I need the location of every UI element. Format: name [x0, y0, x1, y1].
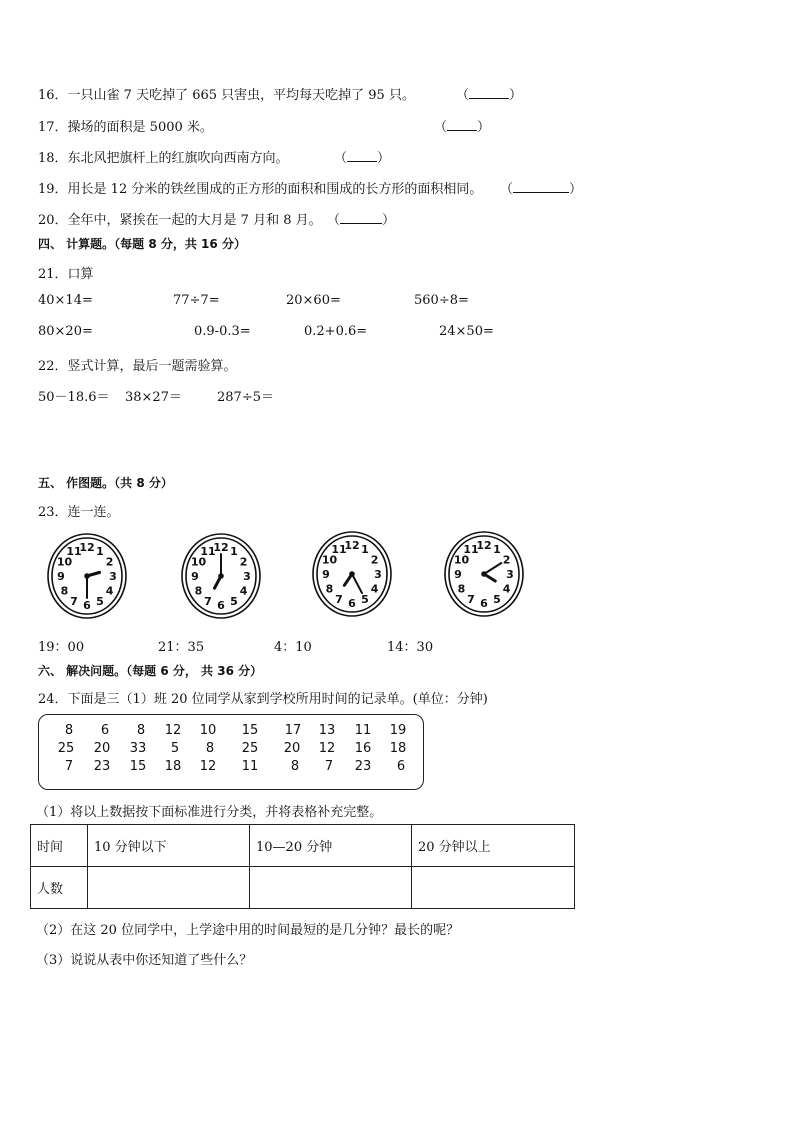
answer-paren-18[interactable]: （ ） — [334, 151, 391, 166]
vertical-calc-item: 50－18.6＝ — [38, 390, 110, 405]
clock-face-1[interactable] — [46, 532, 128, 620]
calc-item: 77÷7= — [173, 293, 220, 308]
calc-item: 80×20= — [38, 324, 93, 339]
clock-numeral: 8 — [194, 584, 203, 598]
clock-numeral: 2 — [370, 553, 379, 567]
clock-numeral: 4 — [239, 584, 248, 598]
time-label[interactable]: 4：10 — [274, 640, 312, 655]
clock-numeral: 8 — [60, 584, 69, 598]
clock-numeral: 6 — [348, 597, 356, 610]
calc-item: 20×60= — [286, 293, 341, 308]
calc-item: 0.2+0.6= — [304, 324, 368, 339]
question-22: 22．竖式计算，最后一题需验算。 — [38, 359, 237, 374]
clock-face-3[interactable] — [311, 530, 393, 618]
clock-numeral: 6 — [480, 597, 488, 610]
record-sheet — [38, 714, 424, 790]
answer-cell[interactable] — [412, 867, 575, 909]
sub-question-1: （1）将以上数据按下面标准进行分类，并将表格补充完整。 — [36, 805, 383, 820]
clock-numeral: 3 — [109, 570, 117, 583]
clock-numeral: 8 — [325, 582, 334, 596]
question-21: 21．口算 — [38, 267, 94, 282]
calc-item: 0.9-0.3= — [194, 324, 251, 339]
clock-numeral: 4 — [370, 582, 379, 596]
clock-face-4[interactable] — [443, 530, 525, 618]
answer-paren-16[interactable]: （ ） — [456, 88, 523, 103]
calc-item: 40×14= — [38, 293, 93, 308]
record-row: 7 23 15 18 12 11 8 7 23 6 — [64, 759, 406, 774]
clock-center-pin — [84, 573, 90, 579]
section-4-heading: 四、 计算题。（每题 8 分，共 16 分） — [38, 237, 246, 251]
clock-numeral: 4 — [502, 582, 511, 596]
question-19: 19．用长是 12 分米的铁丝围成的正方形的面积和围成的长方形的面积相同。 — [38, 182, 483, 197]
answer-cell[interactable] — [250, 867, 412, 909]
question-16: 16．一只山雀 7 天吃掉了 665 只害虫，平均每天吃掉了 95 只。 — [38, 88, 415, 103]
clock-numeral: 9 — [57, 570, 65, 583]
clock-numeral: 11 — [463, 542, 479, 556]
clock-numeral: 9 — [322, 568, 330, 581]
question-18: 18．东北风把旗杆上的红旗吹向西南方向。 — [38, 151, 289, 166]
clock-numeral: 10 — [190, 555, 207, 569]
question-20: 20．全年中，紧挨在一起的大月是 7 月和 8 月。 — [38, 213, 322, 228]
clock-numeral: 2 — [239, 555, 248, 569]
answer-paren-20[interactable]: （ ） — [327, 213, 396, 228]
clock-numeral: 3 — [374, 568, 382, 581]
col-header: 10—20 分钟 — [250, 825, 412, 867]
clock-numeral: 4 — [105, 584, 114, 598]
clock-numeral: 12 — [476, 539, 492, 552]
clock-numeral: 7 — [70, 595, 78, 609]
sub-question-2: （2）在这 20 位同学中，上学途中用的时间最短的是几分钟？最长的呢？ — [36, 923, 460, 938]
clock-numeral: 5 — [96, 595, 104, 609]
section-5-heading: 五、 作图题。（共 8 分） — [38, 476, 173, 490]
table-row — [31, 867, 575, 909]
clock-numeral: 8 — [457, 582, 466, 596]
row-header-time: 时间 — [31, 825, 88, 867]
clock-numeral: 12 — [79, 541, 95, 554]
clock-numeral: 3 — [243, 570, 251, 583]
record-row: 8 6 8 12 10 15 17 13 11 19 — [64, 723, 407, 738]
row-header-count: 人数 — [31, 867, 88, 909]
record-row: 25 20 33 5 8 25 20 12 16 18 — [57, 741, 407, 756]
clock-numeral: 9 — [191, 570, 199, 583]
vertical-calc-item: 287÷5＝ — [217, 390, 274, 405]
clock-numeral: 10 — [56, 555, 73, 569]
question-24: 24．下面是三（1）班 20 位同学从家到学校所用时间的记录单。(单位：分钟) — [38, 692, 488, 707]
section-6-heading: 六、 解决问题。（每题 6 分， 共 36 分） — [38, 664, 263, 678]
calc-item: 24×50= — [439, 324, 494, 339]
clock-numeral: 1 — [230, 544, 238, 558]
clock-numeral: 2 — [502, 553, 511, 567]
clock-numeral: 11 — [331, 542, 347, 556]
clock-numeral: 6 — [217, 599, 225, 612]
question-17: 17．操场的面积是 5000 米。 — [38, 120, 213, 135]
time-label[interactable]: 14：30 — [387, 640, 434, 655]
clock-numeral: 7 — [204, 595, 212, 609]
clock-numeral: 7 — [335, 593, 343, 607]
clock-center-pin — [218, 573, 224, 579]
answer-cell[interactable] — [88, 867, 250, 909]
clock-numeral: 10 — [453, 553, 470, 567]
clock-numeral: 10 — [321, 553, 338, 567]
col-header: 20 分钟以上 — [412, 825, 575, 867]
answer-paren-17[interactable]: （ ） — [434, 120, 491, 135]
clock-center-pin — [481, 571, 487, 577]
question-23: 23．连一连。 — [38, 505, 120, 520]
clock-numeral: 5 — [361, 593, 369, 607]
time-label[interactable]: 19：00 — [38, 640, 85, 655]
clock-numeral: 7 — [467, 593, 475, 607]
vertical-calc-item: 38×27＝ — [125, 390, 182, 405]
clock-numeral: 2 — [105, 555, 114, 569]
clock-numeral: 12 — [344, 539, 360, 552]
clock-numeral: 1 — [493, 542, 501, 556]
clock-numeral: 11 — [66, 544, 82, 558]
clock-numeral: 1 — [361, 542, 369, 556]
clock-center-pin — [349, 571, 355, 577]
clock-numeral: 1 — [96, 544, 104, 558]
time-label[interactable]: 21：35 — [158, 640, 205, 655]
clock-numeral: 12 — [213, 541, 229, 554]
sub-question-3: （3）说说从表中你还知道了些什么？ — [36, 953, 253, 968]
calc-item: 560÷8= — [414, 293, 469, 308]
clock-numeral: 5 — [230, 595, 238, 609]
table-row — [31, 825, 575, 867]
classification-table — [30, 824, 575, 909]
clock-numeral: 11 — [200, 544, 216, 558]
clock-numeral: 3 — [506, 568, 514, 581]
clock-numeral: 6 — [83, 599, 91, 612]
col-header: 10 分钟以下 — [88, 825, 250, 867]
clock-numeral: 5 — [493, 593, 501, 607]
clock-face-2[interactable] — [180, 532, 262, 620]
answer-paren-19[interactable]: （ ） — [500, 182, 583, 197]
clock-numeral: 9 — [454, 568, 462, 581]
